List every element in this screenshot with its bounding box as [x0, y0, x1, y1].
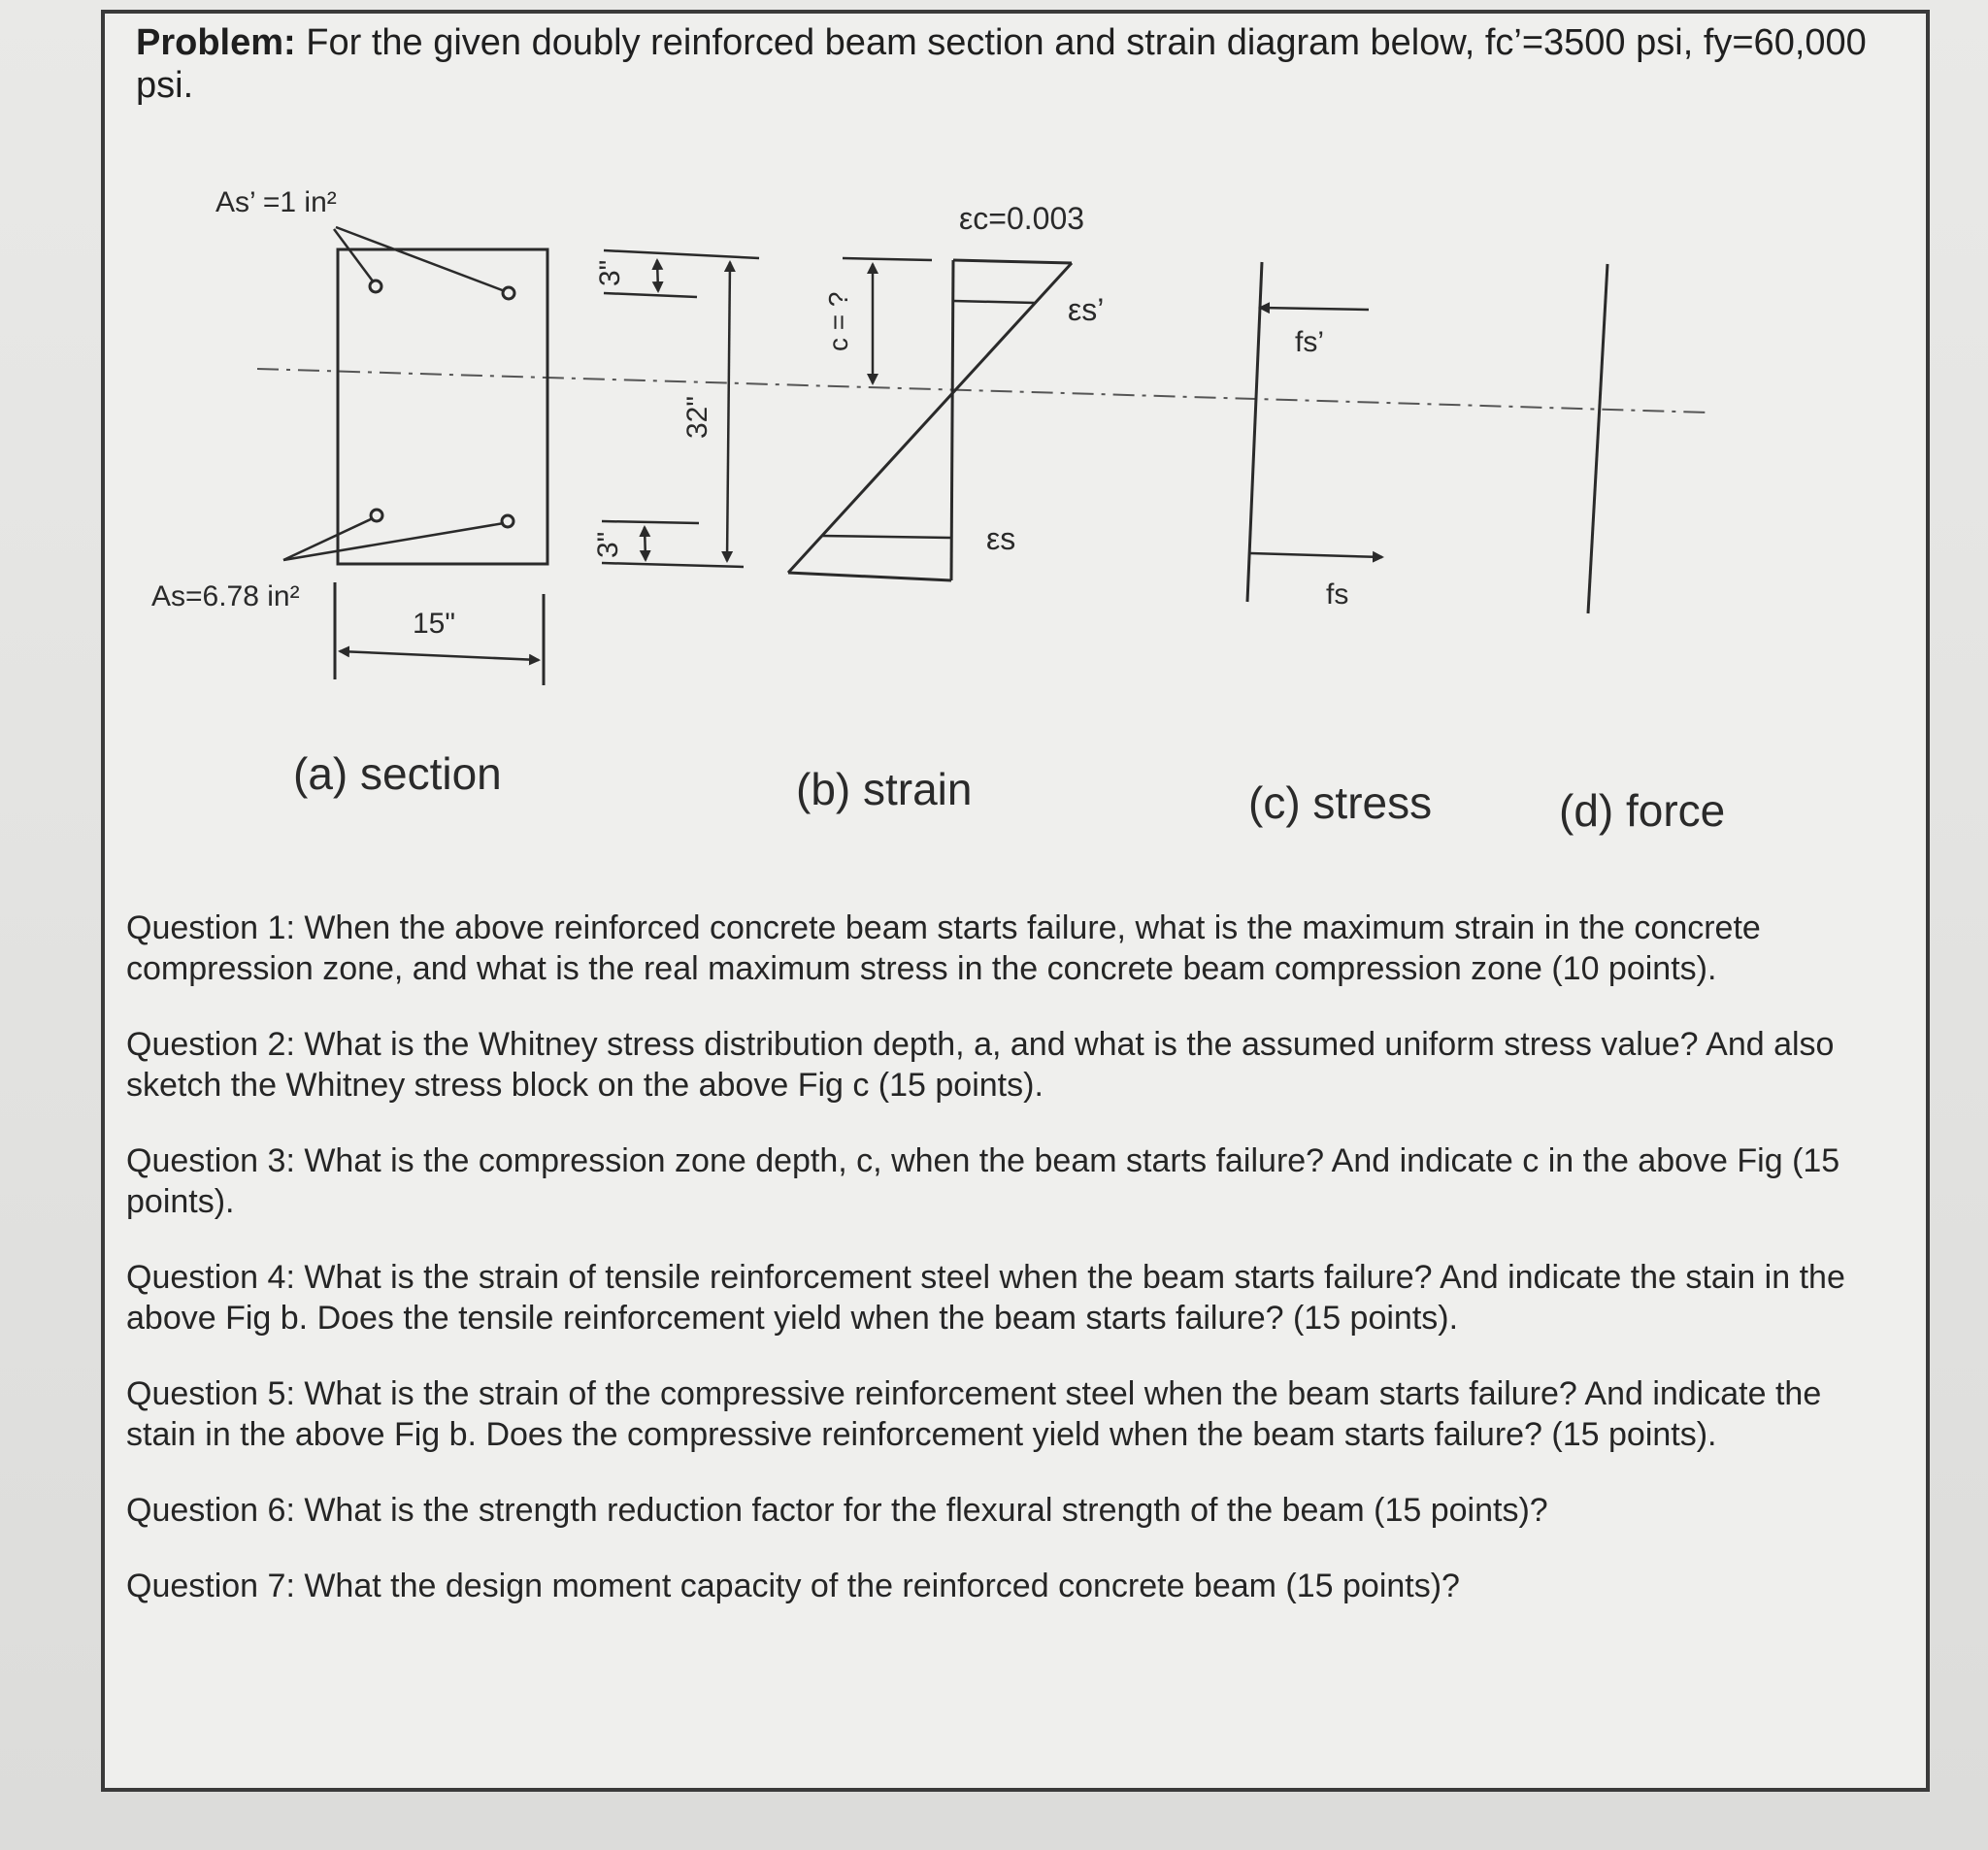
bottom-bar-right — [502, 515, 514, 527]
top-bar-left — [370, 281, 381, 292]
bottom-cover-line — [602, 521, 699, 523]
questions-list — [126, 908, 1854, 1641]
c-label: c = ? — [823, 291, 853, 351]
strain-figure — [788, 201, 1104, 580]
top-leader-2 — [336, 227, 505, 291]
question-7: Question 7: What the design moment capacity of the reinforced concrete beam (15 points)? — [126, 1568, 1460, 1604]
es-label: εs — [986, 521, 1016, 556]
beam-section-rect — [338, 249, 547, 564]
strain-bottom — [788, 573, 951, 580]
effective-depth-arrow — [727, 262, 730, 561]
width-label: 15" — [413, 608, 456, 640]
bottom-leader-2 — [283, 523, 504, 560]
es-prime-label: εs’ — [1068, 292, 1105, 327]
fs-label: fs — [1326, 578, 1349, 611]
as-top-label: As’ =1 in² — [215, 186, 337, 218]
top-dim-line — [604, 250, 759, 258]
top-bar-right — [503, 287, 514, 299]
question-5: Question 5: What is the strain of the compressive reinforcement steel when the beam starts failure? And indicate the stain in the above Fig b. Does the compressive reinforcement yield when the beam starts failure? (15 points). — [126, 1375, 1822, 1453]
question-6: Question 6: What is the strength reduction factor for the flexural strength of the beam (15 points)? — [126, 1492, 1548, 1529]
question-1: Question 1: When the above reinforced concrete beam starts failure, what is the maximum strain in the concrete compression zone, and what is the real maximum stress in the concrete beam compression zone (10 points). — [126, 909, 1761, 987]
caption-stress: (c) stress — [1248, 777, 1433, 828]
caption-force: (d) force — [1559, 785, 1726, 836]
section-figure — [151, 186, 547, 685]
depth-label: 32" — [681, 395, 713, 439]
depth-dimensions — [592, 250, 759, 567]
es-prime-level — [953, 301, 1035, 303]
neutral-axis-line — [257, 369, 1708, 413]
bottom-cover-arrow — [645, 527, 646, 560]
es-level — [821, 536, 951, 538]
problem-label: Problem: — [136, 22, 296, 63]
caption-strain: (b) strain — [796, 764, 973, 814]
beam-diagram — [0, 0, 1988, 874]
fs-prime-arrow — [1260, 308, 1369, 310]
question-2: Question 2: What is the Whitney stress distribution depth, a, and what is the assumed uniform stress value? And also sketch the Whitney stress block on the above Fig c (15 points). — [126, 1026, 1835, 1104]
question-4: Question 4: What is the strain of tensile reinforcement steel when the beam starts failure? And indicate the stain in the above Fig b. Does the tensile reinforcement yield when the beam starts failure? (15 points). — [126, 1259, 1845, 1337]
bottom-dim-line — [602, 563, 744, 567]
c-top-line — [843, 258, 932, 260]
force-axis — [1588, 264, 1607, 613]
caption-section: (a) section — [293, 748, 502, 799]
fs-prime-label: fs’ — [1295, 326, 1324, 358]
top-cover-arrow — [657, 260, 658, 291]
fs-arrow — [1250, 553, 1382, 557]
top-cover-label: 3" — [594, 259, 626, 286]
problem-text: For the given doubly reinforced beam section and strain diagram below, fc’=3500 psi, fy=60,000 psi. — [136, 22, 1867, 106]
top-leader-1 — [334, 229, 374, 282]
stress-axis — [1247, 262, 1262, 602]
top-cover-line — [604, 293, 697, 297]
stress-figure — [1247, 262, 1382, 611]
strain-top — [953, 260, 1072, 263]
bottom-cover-label: 3" — [592, 531, 624, 558]
ec-label: εc=0.003 — [959, 201, 1085, 236]
question-3: Question 3: What is the compression zone depth, c, when the beam starts failure? And indicate c in the above Fig (15 points). — [126, 1142, 1840, 1220]
as-bottom-label: As=6.78 in² — [151, 580, 300, 612]
width-dimension — [340, 651, 539, 660]
strain-axis — [951, 260, 953, 580]
